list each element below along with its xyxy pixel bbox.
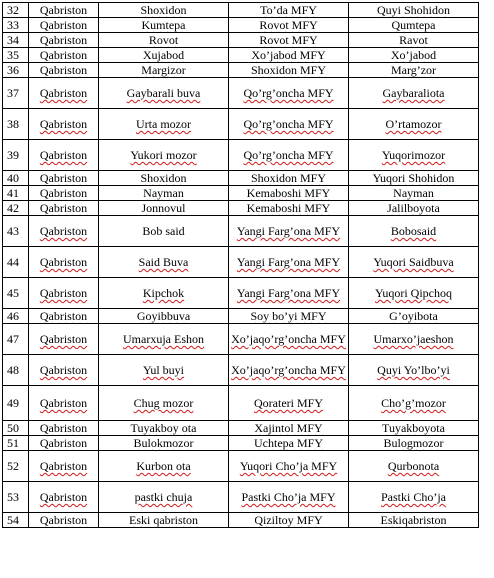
type-cell: Qabriston — [29, 216, 99, 247]
row-number: 47 — [3, 324, 29, 355]
row-number: 36 — [3, 63, 29, 78]
old-name-cell: Margizor — [99, 63, 229, 78]
type-cell: Qabriston — [29, 171, 99, 186]
new-name-cell: Eskiqabriston — [349, 513, 479, 528]
row-number: 54 — [3, 513, 29, 528]
table-row — [3, 324, 479, 355]
new-name-cell: Jalilboyota — [349, 201, 479, 216]
mfy-cell: Rovot MFY — [229, 33, 349, 48]
row-number: 48 — [3, 355, 29, 386]
new-name-cell: Marg’zor — [349, 63, 479, 78]
type-cell: Qabriston — [29, 513, 99, 528]
table-row — [3, 247, 479, 278]
row-number: 35 — [3, 48, 29, 63]
old-name-cell: Yukori mozor — [99, 140, 229, 171]
mfy-cell: Pastki Cho’ja MFY — [229, 482, 349, 513]
table-row — [3, 78, 479, 109]
new-name-cell: Yuqori Qipchoq — [349, 278, 479, 309]
table-row — [3, 386, 479, 421]
mfy-cell: Shoxidon MFY — [229, 171, 349, 186]
new-name-cell: Tuyakboyota — [349, 421, 479, 436]
new-name-cell: Cho’g’mozor — [349, 386, 479, 421]
type-cell: Qabriston — [29, 33, 99, 48]
table-row — [3, 140, 479, 171]
mfy-cell: Qorateri MFY — [229, 386, 349, 421]
row-number: 53 — [3, 482, 29, 513]
row-number: 37 — [3, 78, 29, 109]
type-cell: Qabriston — [29, 201, 99, 216]
old-name-cell: Tuyakboy ota — [99, 421, 229, 436]
type-cell: Qabriston — [29, 140, 99, 171]
new-name-cell: Ravot — [349, 33, 479, 48]
mfy-cell: Qiziltoy MFY — [229, 513, 349, 528]
table-row — [3, 436, 479, 451]
mfy-cell: Kemaboshi MFY — [229, 186, 349, 201]
new-name-cell: G’oyibota — [349, 309, 479, 324]
mfy-cell: Qo’rg’oncha MFY — [229, 109, 349, 140]
mfy-cell: Yangi Farg’ona MFY — [229, 247, 349, 278]
type-cell: Qabriston — [29, 482, 99, 513]
old-name-cell: Rovot — [99, 33, 229, 48]
row-number: 50 — [3, 421, 29, 436]
mfy-cell: Yangi Farg’ona MFY — [229, 278, 349, 309]
row-number: 32 — [3, 3, 29, 18]
table-row — [3, 309, 479, 324]
table-row — [3, 3, 479, 18]
mfy-cell: Shoxidon MFY — [229, 63, 349, 78]
old-name-cell: Kurbon ota — [99, 451, 229, 482]
old-name-cell: Bulokmozor — [99, 436, 229, 451]
type-cell: Qabriston — [29, 421, 99, 436]
new-name-cell: Yuqori Saidbuva — [349, 247, 479, 278]
old-name-cell: Nayman — [99, 186, 229, 201]
new-name-cell: Yuqorimozor — [349, 140, 479, 171]
row-number: 38 — [3, 109, 29, 140]
cemetery-table — [2, 2, 479, 528]
type-cell: Qabriston — [29, 247, 99, 278]
type-cell: Qabriston — [29, 78, 99, 109]
old-name-cell: Shoxidon — [99, 171, 229, 186]
row-number: 40 — [3, 171, 29, 186]
table-row — [3, 421, 479, 436]
mfy-cell: Xajintol MFY — [229, 421, 349, 436]
table-row — [3, 63, 479, 78]
row-number: 52 — [3, 451, 29, 482]
type-cell: Qabriston — [29, 3, 99, 18]
mfy-cell: Yangi Farg’ona MFY — [229, 216, 349, 247]
mfy-cell: Soy bo’yi MFY — [229, 309, 349, 324]
type-cell: Qabriston — [29, 109, 99, 140]
type-cell: Qabriston — [29, 18, 99, 33]
type-cell: Qabriston — [29, 386, 99, 421]
table-row — [3, 33, 479, 48]
mfy-cell: Xo’jaqo’rg’oncha MFY — [229, 355, 349, 386]
row-number: 41 — [3, 186, 29, 201]
row-number: 49 — [3, 386, 29, 421]
old-name-cell: Xujabod — [99, 48, 229, 63]
mfy-cell: Kemaboshi MFY — [229, 201, 349, 216]
row-number: 39 — [3, 140, 29, 171]
mfy-cell: Qo’rg’oncha MFY — [229, 140, 349, 171]
new-name-cell: Umarxo’jaeshon — [349, 324, 479, 355]
new-name-cell: Quyi Shohidon — [349, 3, 479, 18]
type-cell: Qabriston — [29, 186, 99, 201]
table-row — [3, 451, 479, 482]
new-name-cell: Qumtepa — [349, 18, 479, 33]
table-row — [3, 513, 479, 528]
mfy-cell: Xo’jabod MFY — [229, 48, 349, 63]
old-name-cell: Eski qabriston — [99, 513, 229, 528]
table-row — [3, 186, 479, 201]
table-row — [3, 171, 479, 186]
table-row — [3, 216, 479, 247]
new-name-cell: Gaybaraliota — [349, 78, 479, 109]
row-number: 33 — [3, 18, 29, 33]
mfy-cell: Qo’rg’oncha MFY — [229, 78, 349, 109]
mfy-cell: Xo’jaqo’rg’oncha MFY — [229, 324, 349, 355]
old-name-cell: Said Buva — [99, 247, 229, 278]
old-name-cell: Jonnovul — [99, 201, 229, 216]
mfy-cell: Uchtepa MFY — [229, 436, 349, 451]
old-name-cell: Kumtepa — [99, 18, 229, 33]
table-row — [3, 201, 479, 216]
old-name-cell: Gaybarali buva — [99, 78, 229, 109]
table-row — [3, 278, 479, 309]
row-number: 46 — [3, 309, 29, 324]
old-name-cell: Yul buyi — [99, 355, 229, 386]
new-name-cell: Qurbonota — [349, 451, 479, 482]
row-number: 51 — [3, 436, 29, 451]
old-name-cell: Chug mozor — [99, 386, 229, 421]
row-number: 34 — [3, 33, 29, 48]
type-cell: Qabriston — [29, 355, 99, 386]
new-name-cell: O’rtamozor — [349, 109, 479, 140]
table-row — [3, 109, 479, 140]
type-cell: Qabriston — [29, 309, 99, 324]
row-number: 45 — [3, 278, 29, 309]
mfy-cell: Rovot MFY — [229, 18, 349, 33]
type-cell: Qabriston — [29, 324, 99, 355]
new-name-cell: Bobosaid — [349, 216, 479, 247]
row-number: 42 — [3, 201, 29, 216]
new-name-cell: Xo’jabod — [349, 48, 479, 63]
table-row — [3, 482, 479, 513]
table-row — [3, 18, 479, 33]
new-name-cell: Bulogmozor — [349, 436, 479, 451]
old-name-cell: Kipchok — [99, 278, 229, 309]
new-name-cell: Pastki Cho’ja — [349, 482, 479, 513]
new-name-cell: Yuqori Shohidon — [349, 171, 479, 186]
old-name-cell: Shoxidon — [99, 3, 229, 18]
old-name-cell: Bob said — [99, 216, 229, 247]
row-number: 43 — [3, 216, 29, 247]
type-cell: Qabriston — [29, 451, 99, 482]
type-cell: Qabriston — [29, 63, 99, 78]
new-name-cell: Nayman — [349, 186, 479, 201]
old-name-cell: Goyibbuva — [99, 309, 229, 324]
old-name-cell: Urta mozor — [99, 109, 229, 140]
table-row — [3, 355, 479, 386]
row-number: 44 — [3, 247, 29, 278]
mfy-cell: Yuqori Cho’ja MFY — [229, 451, 349, 482]
old-name-cell: Umarxuja Eshon — [99, 324, 229, 355]
type-cell: Qabriston — [29, 48, 99, 63]
old-name-cell: pastki chuja — [99, 482, 229, 513]
new-name-cell: Quyi Yo’lbo’yi — [349, 355, 479, 386]
table-row — [3, 48, 479, 63]
type-cell: Qabriston — [29, 278, 99, 309]
mfy-cell: To’da MFY — [229, 3, 349, 18]
type-cell: Qabriston — [29, 436, 99, 451]
